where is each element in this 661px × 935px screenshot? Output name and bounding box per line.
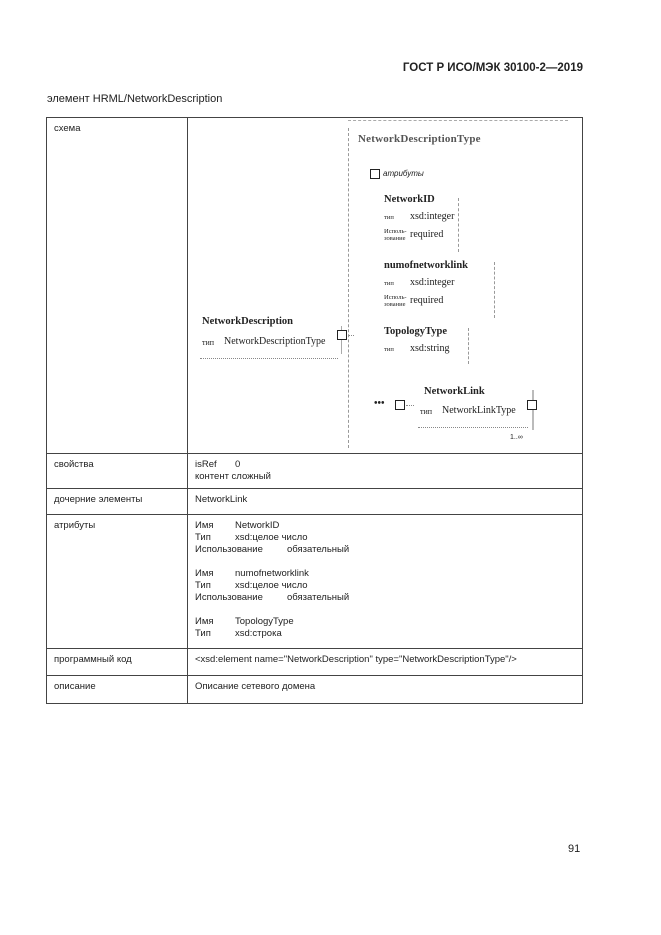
use-key: Использование — [195, 592, 263, 603]
type-value: xsd:integer — [410, 211, 455, 222]
table-row — [47, 489, 583, 515]
attribute-name: numofnetworklink — [384, 260, 469, 271]
divider — [468, 328, 469, 364]
attribute-box — [384, 326, 449, 355]
schema-diagram — [188, 118, 582, 453]
type-container-border — [348, 128, 349, 448]
type-key: Тип — [195, 580, 211, 591]
attribute-box — [384, 260, 468, 308]
code-cell: <xsd:element name="NetworkDescription" type="NetworkDescriptionType"/> — [188, 649, 583, 676]
attribute-box — [384, 194, 454, 242]
child-element-box — [420, 386, 516, 417]
schema-cell — [188, 118, 583, 454]
name-value: numofnetworklink — [235, 568, 309, 579]
name-key: Имя — [195, 520, 214, 531]
type-key: тип — [420, 406, 433, 416]
use-value: required — [410, 295, 444, 306]
attributes-label: атрибуты — [47, 515, 188, 649]
type-key: Тип — [195, 628, 211, 639]
use-value: обязательный — [287, 592, 350, 603]
attributes-icon — [370, 169, 380, 179]
isref-value: 0 — [235, 459, 241, 470]
main-element-name: NetworkDescription — [202, 316, 293, 327]
main-type-value: NetworkDescriptionType — [224, 336, 326, 347]
use-value: required — [410, 229, 444, 240]
sequence-icon: ••• — [374, 398, 385, 409]
type-value: xsd:строка — [235, 628, 282, 639]
schema-label: схема — [47, 118, 188, 454]
type-value: xsd:integer — [410, 277, 455, 288]
type-key: тип — [384, 213, 394, 221]
use-value: обязательный — [287, 544, 350, 555]
type-value: xsd:string — [410, 343, 450, 354]
code-label: программный код — [47, 649, 188, 676]
description-cell: Описание сетевого домена — [188, 676, 583, 704]
attributes-group-label: атрибуты — [383, 169, 424, 178]
type-container-border — [348, 120, 568, 121]
use-key: Исполь-зование — [384, 294, 407, 308]
type-value: NetworkLinkType — [442, 405, 516, 416]
type-value: xsd:целое число — [235, 532, 308, 543]
sequence-expand-icon[interactable] — [395, 400, 405, 410]
name-key: Имя — [195, 568, 214, 579]
properties-label: свойства — [47, 454, 188, 489]
properties-cell — [188, 454, 583, 489]
divider — [494, 262, 495, 318]
table-row — [47, 515, 583, 649]
table-row — [47, 118, 583, 454]
name-key: Имя — [195, 616, 214, 627]
attribute-name: TopologyType — [384, 326, 448, 337]
description-label: описание — [47, 676, 188, 704]
main-element-box — [202, 316, 326, 348]
element-caption: элемент HRML/NetworkDescription — [47, 93, 223, 105]
table-row — [47, 676, 583, 704]
isref-key: isRef — [195, 459, 217, 470]
child-element-name: NetworkLink — [424, 386, 485, 397]
divider — [200, 358, 338, 359]
use-key: Использование — [195, 544, 263, 555]
child-expand-icon[interactable] — [527, 400, 537, 410]
children-cell: NetworkLink — [188, 489, 583, 515]
divider — [532, 390, 534, 430]
name-value: NetworkID — [235, 520, 280, 531]
attributes-cell — [188, 515, 583, 649]
children-label: дочерние элементы — [47, 489, 188, 515]
divider — [418, 427, 528, 428]
type-key: тип — [384, 279, 394, 287]
element-table — [46, 117, 583, 704]
expand-icon[interactable] — [337, 330, 347, 340]
main-type-key: тип — [202, 337, 215, 347]
type-title: NetworkDescriptionType — [358, 133, 481, 145]
name-value: TopologyType — [235, 616, 294, 627]
use-key: Исполь-зование — [384, 228, 407, 242]
table-row — [47, 649, 583, 676]
type-key: тип — [384, 345, 394, 353]
page-number: 91 — [568, 843, 581, 855]
attribute-name: NetworkID — [384, 194, 435, 205]
divider — [458, 198, 459, 252]
table-row — [47, 454, 583, 489]
type-key: Тип — [195, 532, 211, 543]
type-value: xsd:целое число — [235, 580, 308, 591]
occurs-label: 1..∞ — [510, 434, 523, 441]
content-type: контент сложный — [195, 471, 271, 482]
attributes-group — [370, 168, 424, 180]
connector — [406, 405, 414, 406]
standard-header: ГОСТ Р ИСО/МЭК 30100-2—2019 — [402, 62, 583, 74]
